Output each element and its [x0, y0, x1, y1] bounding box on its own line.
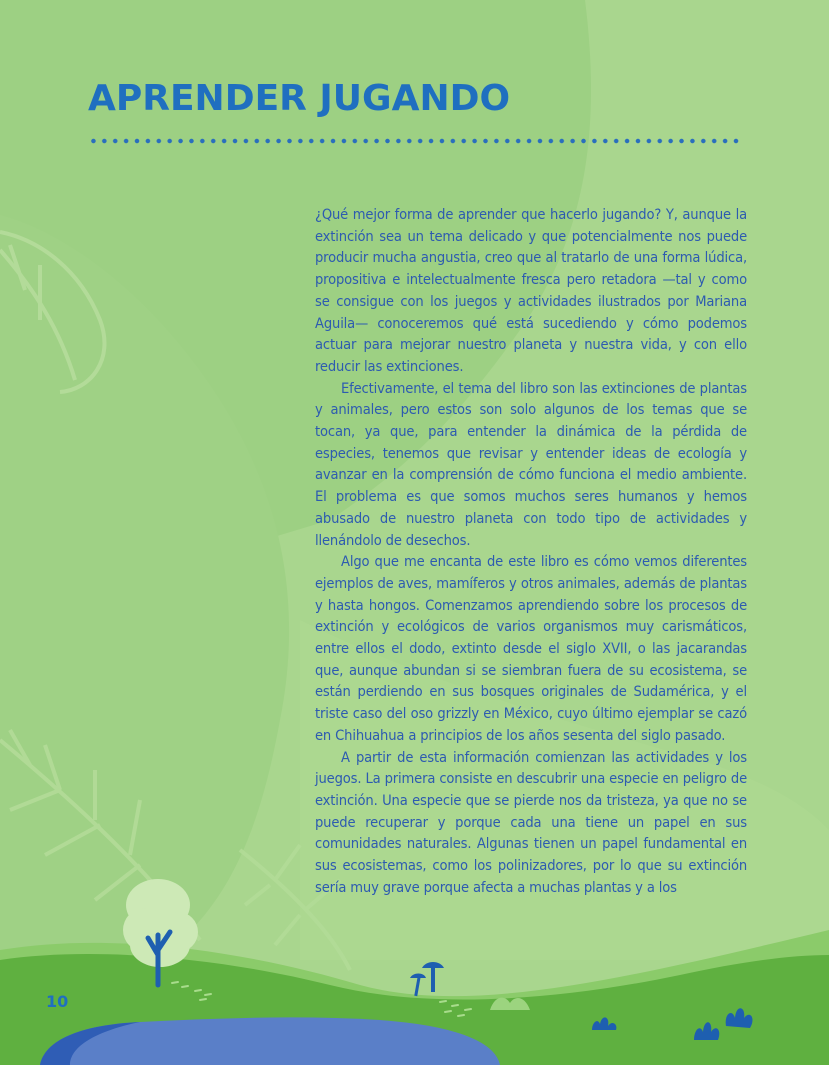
paragraph: Algo que me encanta de este libro es cómo vemos diferentes ejemplos de aves, mamíferos y otros animales, además de plantas y hasta hongos. Comenzamos aprendiendo sobre los procesos de extinción y ecológicos de varios organismos muy carismáticos, entre ellos el dodo, extinto desde el siglo XVII, o las jacarandas que, aunque abundan si se siembran fuera de su ecosistema, se están perdiendo en sus bosques originales de Sudamérica, y el triste caso del oso grizzly en México, cuyo último ejemplar se cazó en Chihuahua a principios de los años sesenta del siglo pasado. — [315, 553, 747, 744]
body-text — [315, 204, 747, 899]
dotted-divider — [88, 138, 744, 144]
paragraph: Efectivamente, el tema del libro son las extinciones de plantas y animales, pero estos son solo algunos de los temas que se tocan, ya que, para entender la dinámica de la pérdida de especies, tenemos que revisar y entender ideas de ecología y avanzar en la comprensión de cómo funciona el medio ambiente. El problema es que somos muchos seres humanos y hemos abusado de nuestro planeta con todo tipo de actividades y llenándolo de desechos. — [315, 379, 747, 549]
page-number: 10 — [46, 992, 69, 1011]
paragraph: ¿Qué mejor forma de aprender que hacerlo jugando? Y, aunque la extinción sea un tema delicado y que potencialmente nos puede producir mucha angustia, creo que al tratarlo de una forma lúdica, propositiva e intelectualmente fresca pero retadora —tal y como se consigue con los juegos y actividades ilustrados por Mariana Aguila— conoceremos qué está sucediendo y cómo podemos actuar para mejorar nuestro planeta y nuestra vida, y con ello reducir las extinciones. — [315, 206, 747, 375]
page-title: APRENDER JUGANDO — [88, 78, 511, 119]
paragraph: A partir de esta información comienzan las actividades y los juegos. La primera consiste en descubrir una especie en peligro de extinción. Una especie que se pierde nos da tristeza, ya que no se puede recuperar y porque cada una tiene un papel en sus comunidades naturales. Algunas tienen un papel fundamental en sus ecosistemas, como los polinizadores, por lo que su extinción sería muy grave porque afecta a muchas plantas y a los — [315, 748, 747, 896]
